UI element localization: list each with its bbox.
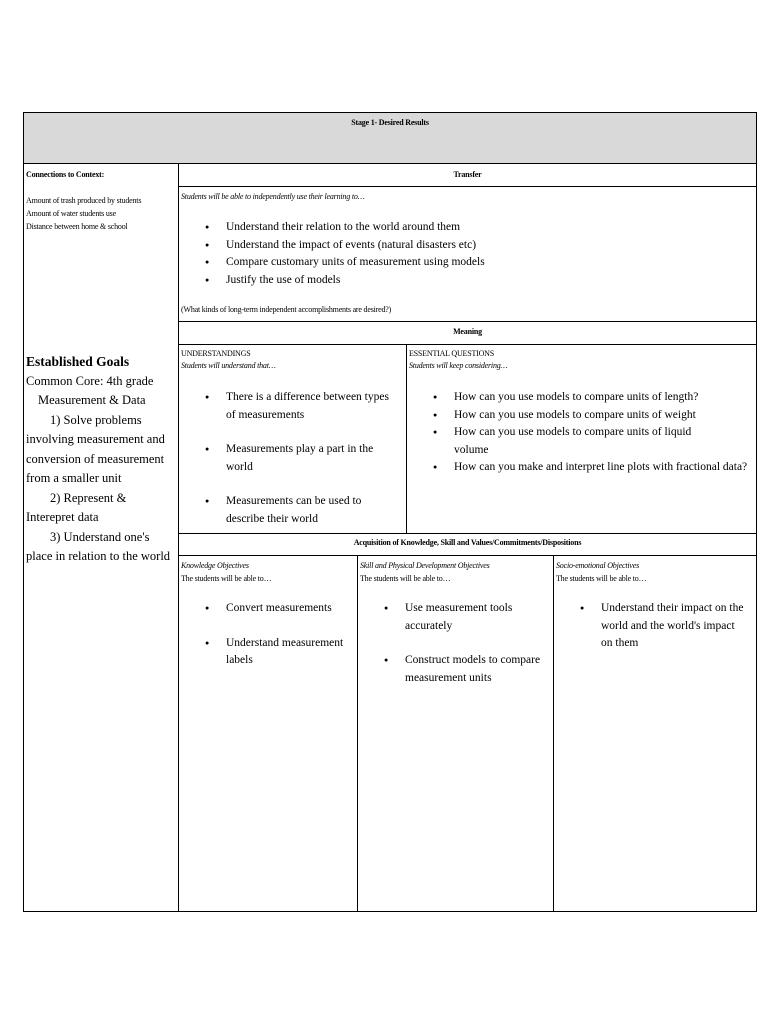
list-item: ● How can you use models to compare units of liquid volume: [454, 424, 724, 459]
goals-heading: Established Goals: [26, 354, 130, 369]
questions-title: ESSENTIAL QUESTIONS: [409, 349, 495, 358]
divider: [178, 533, 757, 534]
goal-item: 3) Understand one's place in relation to the world: [26, 529, 171, 563]
list-item: ● How can you use models to compare units of length?: [454, 389, 750, 407]
skill-list: [405, 600, 550, 687]
transfer-heading: Transfer: [453, 170, 482, 179]
divider: [406, 344, 407, 534]
goal-item: 1) Solve problems involving measurement and conversion of measurement from a smaller unit: [26, 412, 165, 485]
list-item: ● Use measurement tools accurately: [405, 600, 515, 635]
goals-line: Common Core: 4th grade: [26, 373, 154, 388]
list-item: ● How can you make and interpret line plots with fractional data?: [454, 459, 750, 477]
understandings-sub: Students will understand that…: [181, 361, 276, 370]
skill-title: Skill and Physical Development Objectives: [360, 561, 490, 570]
list-item: ● Convert measurements: [226, 600, 351, 618]
socio-sub: The students will be able to…: [556, 574, 647, 583]
divider: [178, 186, 757, 187]
divider: [178, 321, 757, 322]
questions-list: [454, 389, 750, 477]
list-item: ● Measurements play a part in the world: [226, 441, 396, 476]
divider: [23, 163, 757, 164]
meaning-heading: Meaning: [453, 327, 482, 336]
socio-title: Socio-emotional Objectives: [556, 561, 639, 570]
understandings-title: UNDERSTANDINGS: [181, 349, 251, 358]
stage-title: Stage 1- Desired Results: [351, 118, 429, 127]
acquisition-heading: Acquisition of Knowledge, Skill and Values/Commitments/Dispositions: [353, 538, 582, 547]
connections-heading: Connections to Context:: [26, 170, 105, 179]
list-item: ● Construct models to compare measurement units: [405, 652, 550, 687]
connections-line: Amount of water students use: [26, 209, 116, 218]
transfer-intro: Students will be able to independently use their learning to…: [181, 192, 365, 201]
goals-line: Measurement & Data: [38, 393, 146, 407]
questions-sub: Students will keep considering…: [409, 361, 508, 370]
knowledge-list: [226, 600, 351, 670]
list-item: ● Understand their impact on the world and the world's impact on them: [601, 600, 746, 653]
list-item: ● Measurements can be used to describe their world: [226, 493, 396, 528]
list-item: ● Understand the impact of events (natural disasters etc): [226, 237, 485, 255]
understandings-list: [226, 389, 396, 528]
established-goals: [26, 352, 176, 567]
skill-sub: The students will be able to…: [360, 574, 451, 583]
list-item: ● Justify the use of models: [226, 272, 485, 290]
transfer-note: (What kinds of long-term independent accomplishments are desired?): [181, 305, 392, 314]
list-item: ● There is a difference between types of measurements: [226, 389, 396, 424]
list-item: ● Understand their relation to the world around them: [226, 219, 485, 237]
goal-item: 2) Represent & Interepret data: [26, 490, 127, 524]
transfer-list: [226, 219, 485, 289]
divider: [357, 555, 358, 912]
divider: [178, 344, 757, 345]
socio-list: [601, 600, 746, 653]
divider: [178, 555, 757, 556]
list-item: ● How can you use models to compare units of weight: [454, 407, 750, 425]
list-item: ● Understand measurement labels: [226, 635, 351, 670]
connections-line: Distance between home & school: [26, 222, 128, 231]
knowledge-title: Knowledge Objectives: [181, 561, 249, 570]
divider: [553, 555, 554, 912]
knowledge-sub: The students will be able to…: [181, 574, 272, 583]
list-item: ● Compare customary units of measurement using models: [226, 254, 485, 272]
connections-line: Amount of trash produced by students: [26, 196, 142, 205]
